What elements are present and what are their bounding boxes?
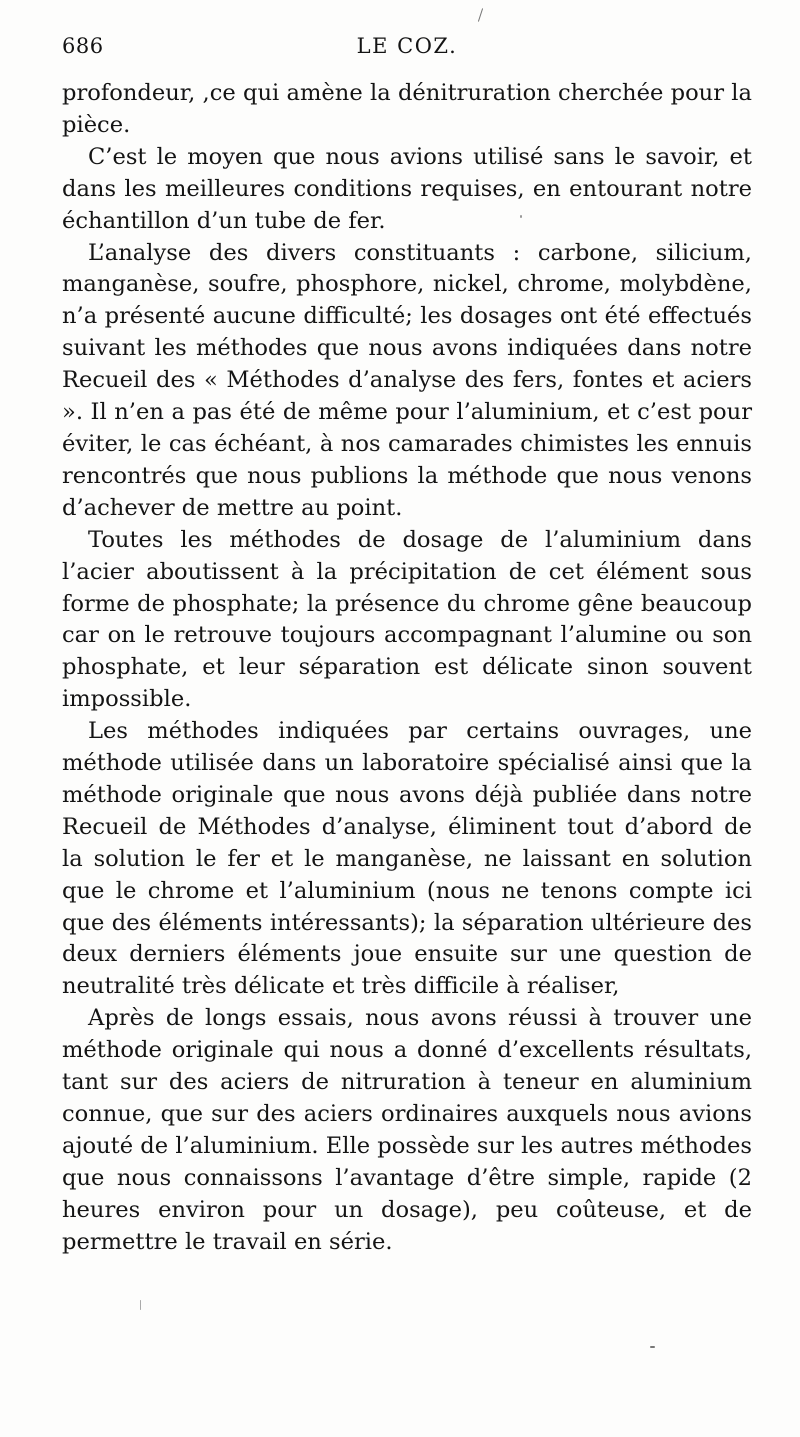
body-text — [62, 78, 752, 1259]
scan-speck — [478, 8, 483, 22]
page-number: 686 — [62, 34, 104, 58]
scan-speck — [650, 1346, 655, 1348]
paragraph-existing-methods: Les méthodes indiquées par certains ouvrages, une méthode utilisée dans un laboratoire spécialisé ainsi que la méthode originale que nous avons déjà publiée dans notre Recueil de Méthodes d’analyse, éliminent tout d’abord de la solution le fer et le manganèse, ne laissant en solution que le chrome et l’aluminium (nous ne tenons compte ici que des éléments intéressants); la séparation ultérieure des deux derniers éléments joue ensuite sur une question de neutralité très délicate et très difficile à réaliser, — [62, 718, 752, 1000]
running-title: LE COZ. — [356, 34, 458, 58]
paragraph-continuation: profondeur, ,ce qui amène la dénitruration cherchée pour la pièce. — [62, 80, 752, 138]
scan-speck — [520, 215, 522, 218]
paragraph-method-used: C’est le moyen que nous avions utilisé sans le savoir, et dans les meilleures conditions requises, en entourant notre échantillon d’un tube de fer. — [62, 143, 752, 234]
paragraph-aluminium-precipitation: Toutes les méthodes de dosage de l’aluminium dans l’acier aboutissent à la précipitation de cet élément sous forme de phosphate; la présence du chrome gêne beaucoup car on le retrouve toujours accompagnant l’alumine ou son phosphate, et leur séparation est délicate sinon souvent impossible. — [62, 526, 752, 713]
page-header — [62, 34, 752, 64]
scan-speck — [140, 1300, 141, 1310]
paragraph-original-method: Après de longs essais, nous avons réussi à trouver une méthode originale qui nous a donné d’excellents résultats, tant sur des aciers de nitruration à teneur en aluminium connue, que sur des aciers ordinaires auxquels nous avions ajouté de l’aluminium. Elle possède sur les autres méthodes que nous connaissons l’avantage d’être simple, rapide (2 heures environ pour un dosage), peu coûteuse, et de permettre le travail en série. — [62, 1005, 752, 1255]
paragraph-constituents-analysis: L’analyse des divers constituants : carbone, silicium, manganèse, soufre, phosphore, nickel, chrome, molybdène, n’a présenté aucune difficulté; les dosages ont été effectués suivant les méthodes que nous avons indiquées dans notre Recueil des « Méthodes d’analyse des fers, fontes et aciers ». Il n’en a pas été de même pour l’aluminium, et c’est pour éviter, le cas échéant, à nos camarades chimistes les ennuis rencontrés que nous publions la méthode que nous venons d’achever de mettre au point. — [62, 239, 752, 521]
